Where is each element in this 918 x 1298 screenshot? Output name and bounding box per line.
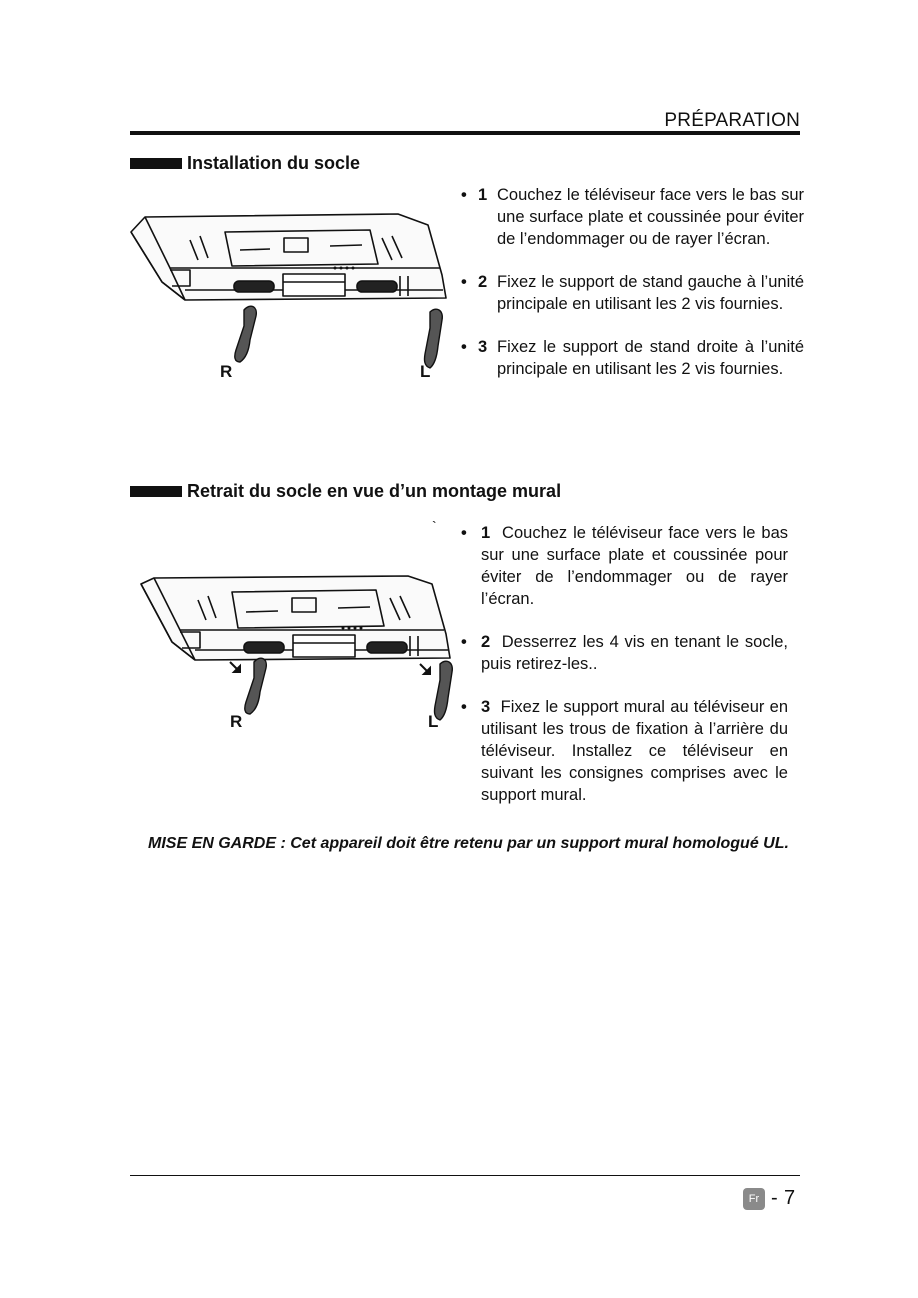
footer-rule <box>130 1175 800 1176</box>
step-text <box>481 698 788 804</box>
step-number: 3 <box>478 338 488 356</box>
section1-title: Installation du socle <box>187 153 361 173</box>
step-text <box>481 524 788 608</box>
section2-title: Retrait du socle en vue d’un montage mural <box>187 481 562 501</box>
bullet: • <box>461 273 467 291</box>
step-body: Fixez le support mural au téléviseur en utilisant les trous de fixation à l’arrière du téléviseur. Installez ce téléviseur en suivant les consignes comprises avec le support mural. <box>481 698 788 804</box>
step-text: Fixez le support de stand gauche à l’unité principale en utilisant les 2 vis fournies. <box>497 273 804 313</box>
section2-stray-mark: ` <box>432 518 437 534</box>
step-text: Couchez le téléviseur face vers le bas sur une surface plate et coussinée pour éviter de l’endommager ou de rayer l’écran. <box>497 186 804 248</box>
bullet: • <box>461 698 467 716</box>
section2-label-left: L <box>428 712 439 731</box>
step-number: 2 <box>478 273 488 291</box>
bullet: • <box>461 338 467 356</box>
page-number: 7 <box>784 1187 796 1209</box>
section2-steps <box>461 522 788 827</box>
step-number: 3 <box>481 698 491 716</box>
step-text: Fixez le support de stand droite à l’unité principale en utilisant les 2 vis fournies. <box>497 338 804 378</box>
section2-label-right: R <box>230 712 243 731</box>
bullet: • <box>461 186 467 204</box>
section2-step <box>461 631 788 675</box>
section1-label-left: L <box>420 362 431 381</box>
step-body: Couchez le téléviseur face vers le bas sur une surface plate et coussinée pour éviter de l’endommager ou de rayer l’écran. <box>481 524 788 608</box>
bullet: • <box>461 524 467 542</box>
step-number: 1 <box>481 524 491 542</box>
header-section-title: PRÉPARATION <box>664 110 800 131</box>
language-badge: Fr <box>743 1188 765 1210</box>
section1-label-right: R <box>220 362 233 381</box>
step-number: 2 <box>481 633 491 651</box>
page-number-dash: - <box>771 1187 778 1209</box>
step-text <box>481 633 788 673</box>
step-body: Desserrez les 4 vis en tenant le socle, puis retirez-les.. <box>481 633 788 673</box>
caution-note: MISE EN GARDE : Cet appareil doit être retenu par un support mural homologué UL. <box>148 835 789 852</box>
step-number: 1 <box>478 186 488 204</box>
bullet: • <box>461 633 467 651</box>
section2-step <box>461 696 788 806</box>
section2-step <box>461 522 788 610</box>
